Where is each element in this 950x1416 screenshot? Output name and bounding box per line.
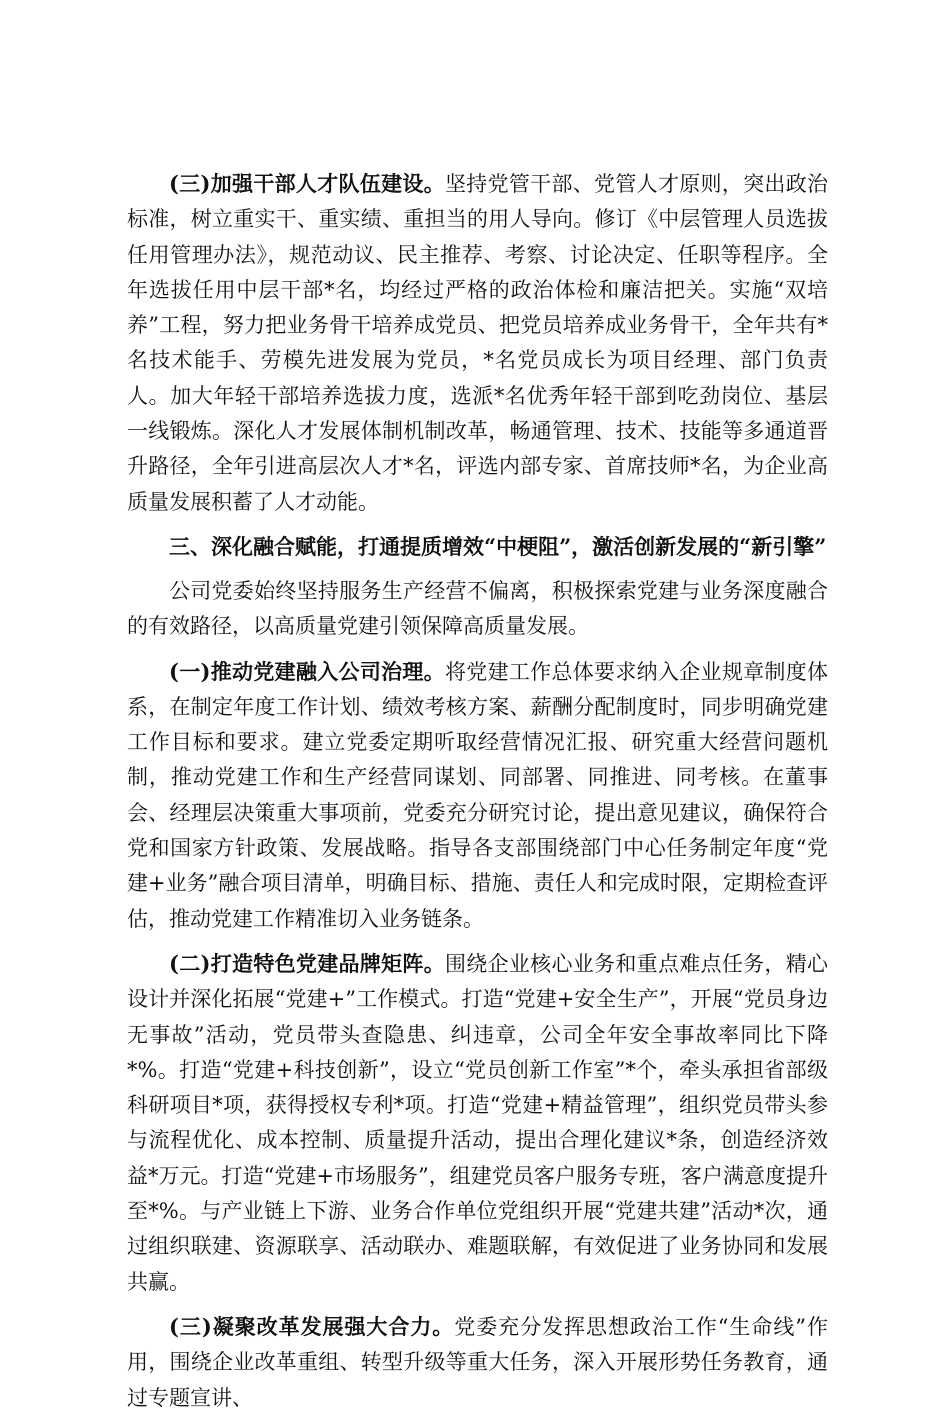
paragraph-cadre-talent — [127, 166, 828, 520]
paragraph-lead-heading: (三)凝聚改革发展强大合力。 — [169, 1313, 455, 1339]
paragraph-brand-matrix — [127, 946, 828, 1300]
paragraph-governance — [127, 654, 828, 937]
paragraph-body: 将党建工作总体要求纳入企业规章制度体系，在制定年度工作计划、绩效考核方案、薪酬分配制度时，同步明确党建工作目标和要求。建立党委定期听取经营情况汇报、研究重大经营问题机制，推动党建工作和生产经营同谋划、同部署、同推进、同考核。在董事会、经理层决策重大事项前，党委充分研究讨论，提出意见建议，确保符合党和国家方针政策、发展战略。指导各支部围绕部门中心任务制定年度“党建+业务”融合项目清单，明确目标、措施、责任人和完成时限，定期检查评估，推动党建工作精准切入业务链条。 — [127, 659, 829, 931]
section-heading: 三、深化融合赋能，打通提质增效“中梗阻”，激活创新发展的“新引擎” — [169, 533, 827, 559]
paragraph-reform-synergy — [127, 1309, 828, 1416]
paragraph-body: 公司党委始终坚持服务生产经营不偏离，积极探索党建与业务深度融合的有效路径，以高质量党建引领保障高质量发展。 — [127, 578, 828, 639]
paragraph-lead-heading: (三)加强干部人才队伍建设。 — [169, 171, 445, 196]
document-page — [127, 166, 828, 1416]
paragraph-body: 围绕企业核心业务和重点难点任务，精心设计并深化拓展“党建+”工作模式。打造“党建+安全生产”，开展“党员身边无事故”活动，党员带头查隐患、纠违章，公司全年安全事故率同比下降*%。打造“党建+科技创新”，设立“党员创新工作室”*个，牵头承担省部级科研项目*项，获得授权专利*项。打造“党建+精益管理”，组织党员带头参与流程优化、成本控制、质量提升活动，提出合理化建议*条，创造经济效益*万元。打造“党建+市场服务”，组建党员客户服务专班，客户满意度提升至*%。与产业链上下游、业务合作单位党组织开展“党建共建”活动*次，通过组织联建、资源联享、活动联办、难题联解，有效促进了业务协同和发展共赢。 — [127, 951, 829, 1294]
paragraph-body: 党委充分发挥思想政治工作“生命线”作用，围绕企业改革重组、转型升级等重大任务，深入开展形势任务教育，通过专题宣讲、 — [127, 1314, 828, 1410]
paragraph-body: 坚持党管干部、党管人才原则，突出政治标准，树立重实干、重实绩、重担当的用人导向。修订《中层管理人员选拔任用管理办法》，规范动议、民主推荐、考察、讨论决定、任职等程序。全年选拔任用中层干部*名，均经过严格的政治体检和廉洁把关。实施“双培养”工程，努力把业务骨干培养成党员、把党员培养成业务骨干，全年共有*名技术能手、劳模先进发展为党员，*名党员成长为项目经理、部门负责人。加大年轻干部培养选拔力度，选派*名优秀年轻干部到吃劲岗位、基层一线锻炼。深化人才发展体制机制改革，畅通管理、技术、技能等多通道晋升路径，全年引进高层次人才*名，评选内部专家、首席技师*名，为企业高质量发展积蓄了人才动能。 — [127, 172, 829, 514]
paragraph-lead-heading: (一)推动党建融入公司治理。 — [169, 658, 445, 684]
paragraph-section-intro — [127, 574, 828, 645]
paragraph-lead-heading: (二)打造特色党建品牌矩阵。 — [169, 950, 445, 976]
